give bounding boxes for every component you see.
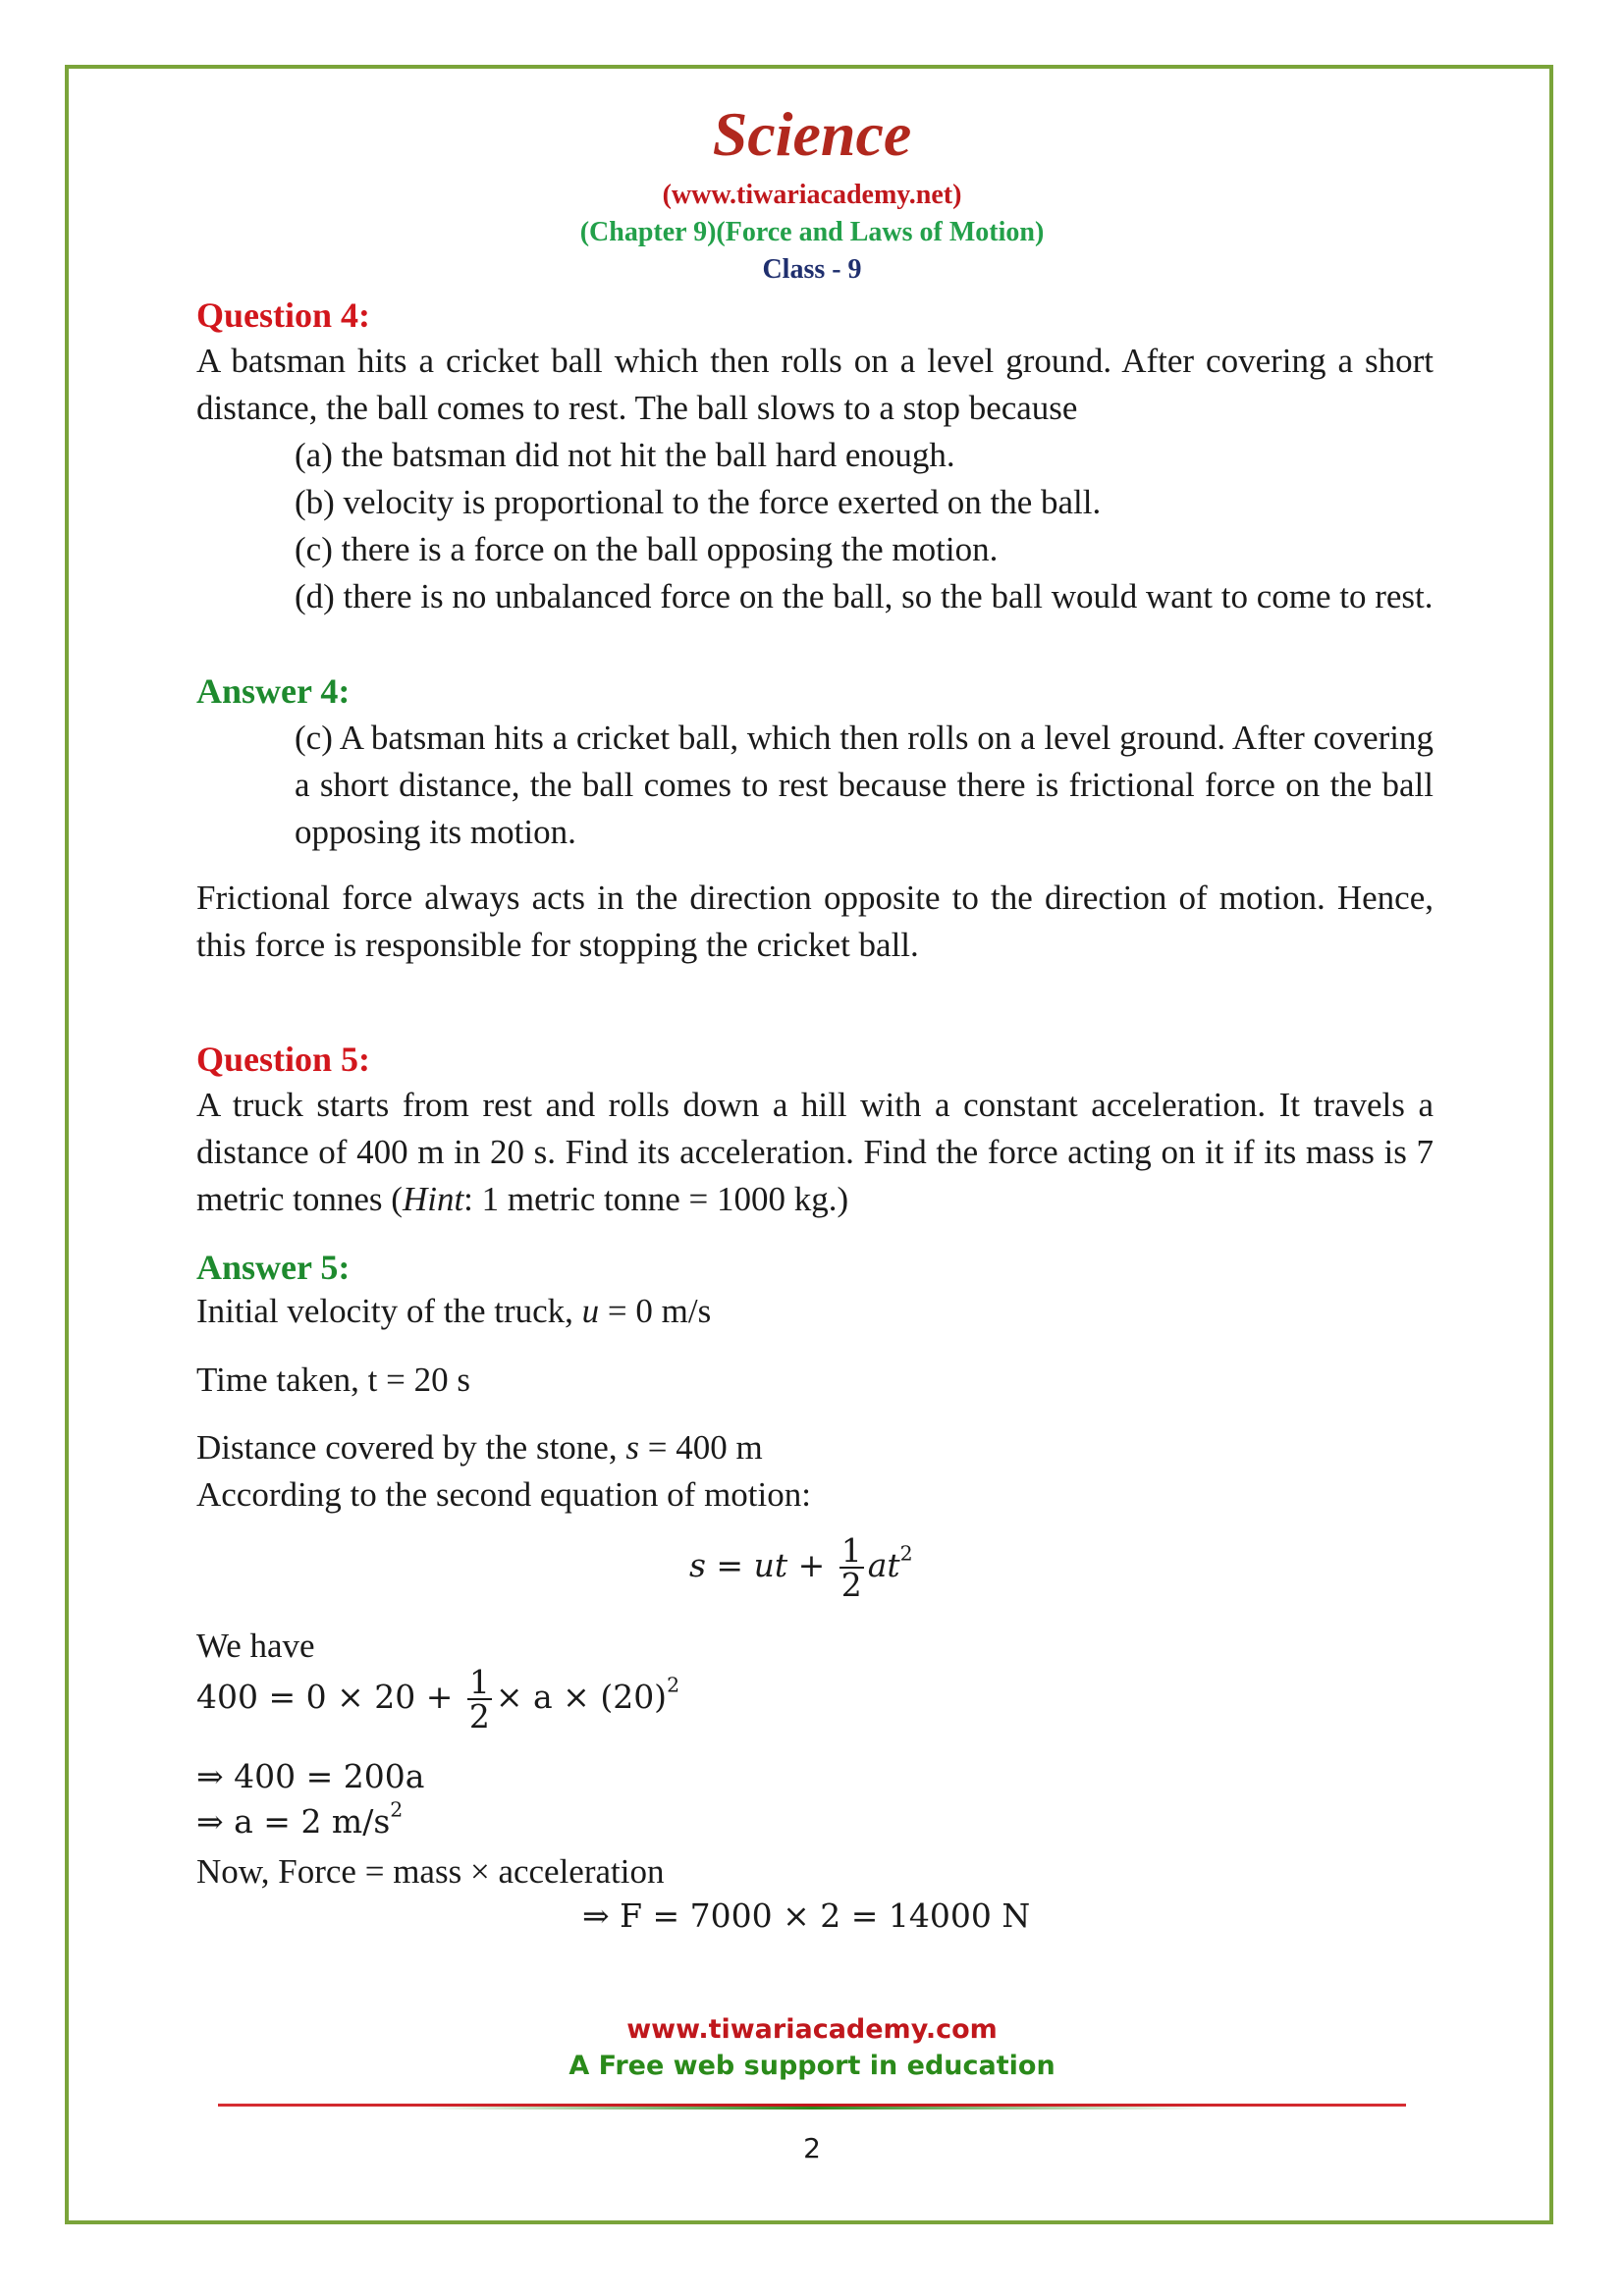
page-title: Science <box>712 99 912 169</box>
equation-step-1: ⇒ 400 = 200a <box>196 1757 425 1795</box>
question-4-option-b: (b) velocity is proportional to the force exerted on the ball. <box>295 483 1102 521</box>
initial-velocity-line: Initial velocity of the truck, u = 0 m/s <box>196 1292 712 1330</box>
equation-substitution: 400 = 0 × 20 + $\frac{1}{2}$ × $a \times (20)^2$ <box>196 1663 680 1735</box>
question-4-heading: Question 4: <box>196 295 371 335</box>
footer-url: www.tiwariacademy.com <box>626 2014 998 2045</box>
question-5-text: A truck starts from rest and rolls down a hill with a constant acceleration. It travels a distance of 400 m in 20 s. Find its acceleration. Find the force acting on it if its mass is 7 metric tonnes (Hint: 1 metric tonne = 1000 kg.) <box>196 1086 1434 1218</box>
question-4-option-c: (c) there is a force on the ball opposing the motion. <box>295 530 999 568</box>
distance-line: Distance covered by the stone, s = 400 m <box>196 1428 763 1467</box>
question-5-heading: Question 5: <box>196 1040 371 1079</box>
answer-5-heading: Answer 5: <box>196 1248 351 1287</box>
header-website: (www.tiwariacademy.net) <box>662 180 962 210</box>
footer-divider <box>218 2103 1406 2110</box>
page-number: 2 <box>803 2132 821 2164</box>
answer-4-heading: Answer 4: <box>196 671 351 711</box>
header-class: Class - 9 <box>762 254 862 285</box>
we-have-text: We have <box>196 1627 315 1665</box>
header-chapter: (Chapter 9)(Force and Laws of Motion) <box>579 217 1045 247</box>
answer-4-explanation: Frictional force always acts in the direction opposite to the direction of motion. Hence, this force is responsible for stopping the cricket ball. <box>196 879 1434 964</box>
equation-acceleration: ⇒ a = 2 $m/s^2$ <box>196 1797 404 1841</box>
footer-tagline: A Free web support in education <box>568 2051 1056 2081</box>
question-4-option-d: (d) there is no unbalanced force on the ball, so the ball would want to come to rest. <box>295 577 1434 615</box>
hint-label: Hint <box>402 1180 464 1218</box>
answer-4-text: (c) A batsman hits a cricket ball, which then rolls on a level ground. After covering a short distance, the ball comes to rest because there is frictional force on the ball opposing its motion. <box>295 719 1434 851</box>
force-text: Now, Force = mass × acceleration <box>196 1852 665 1891</box>
time-taken-line: Time taken, t = 20 s <box>196 1361 471 1399</box>
question-4-option-a: (a) the batsman did not hit the ball hard enough. <box>295 436 955 474</box>
question-4-text: A batsman hits a cricket ball which then rolls on a level ground. After covering a short distance, the ball comes to rest. The ball slows to a stop because <box>196 342 1434 427</box>
equation-force: ⇒ F = 7000 × 2 = 14000 N <box>582 1896 1031 1935</box>
equation-second-motion: s = ut + $\frac{1}{2}$ $at^2$ <box>689 1531 913 1604</box>
second-equation-text: According to the second equation of motion: <box>196 1475 811 1514</box>
